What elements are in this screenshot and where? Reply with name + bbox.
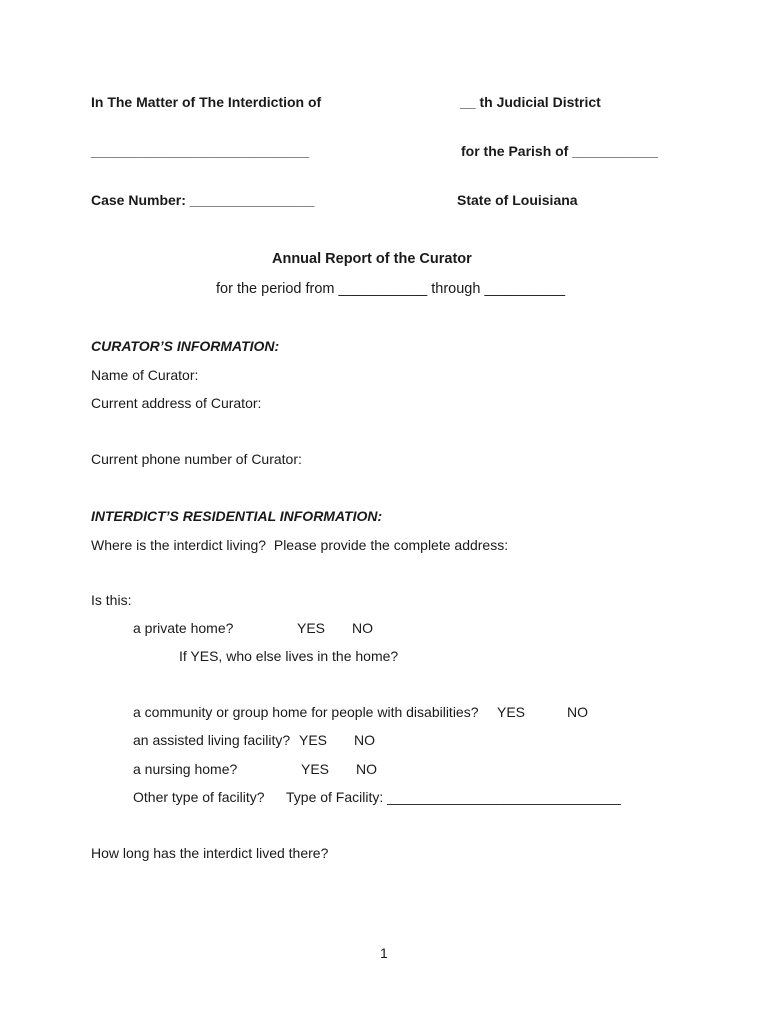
page-number: 1 bbox=[380, 945, 388, 961]
private-home-yes-option[interactable]: YES bbox=[297, 620, 326, 636]
curator-phone-label: Current phone number of Curator: bbox=[91, 451, 302, 467]
assisted-living-no-option[interactable]: NO bbox=[354, 732, 375, 748]
how-long-question: How long has the interdict lived there? bbox=[91, 845, 329, 861]
report-title: Annual Report of the Curator bbox=[272, 251, 472, 267]
interdict-name-blank: ____________________________ bbox=[91, 143, 310, 159]
curator-address-label: Current address of Curator: bbox=[91, 395, 262, 411]
matter-label: In The Matter of The Interdiction of bbox=[91, 94, 322, 110]
curator-section-heading: CURATOR’S INFORMATION: bbox=[91, 338, 280, 354]
facility-type-field[interactable]: Type of Facility: ______________________________ bbox=[286, 789, 621, 805]
parish-label: for the Parish of ___________ bbox=[461, 143, 658, 159]
group-home-yes-option[interactable]: YES bbox=[497, 704, 526, 720]
is-this-label: Is this: bbox=[91, 592, 132, 608]
curator-name-label: Name of Curator: bbox=[91, 367, 199, 383]
group-home-no-option[interactable]: NO bbox=[567, 704, 588, 720]
other-facility-label: Other type of facility? bbox=[133, 789, 265, 805]
private-home-label: a private home? bbox=[133, 620, 234, 636]
judicial-district-label: __ th Judicial District bbox=[460, 94, 601, 110]
private-home-follow-up: If YES, who else lives in the home? bbox=[179, 648, 399, 664]
group-home-label: a community or group home for people with disabilities? bbox=[133, 704, 479, 720]
state-label: State of Louisiana bbox=[457, 192, 578, 208]
nursing-home-no-option[interactable]: NO bbox=[356, 761, 377, 777]
assisted-living-yes-option[interactable]: YES bbox=[299, 732, 328, 748]
report-period: for the period from ___________ through __________ bbox=[216, 281, 566, 297]
private-home-no-option[interactable]: NO bbox=[352, 620, 373, 636]
where-living-question: Where is the interdict living? Please provide the complete address: bbox=[91, 537, 509, 553]
case-number-label: Case Number: ________________ bbox=[91, 192, 315, 208]
residential-section-heading: INTERDICT’S RESIDENTIAL INFORMATION: bbox=[91, 508, 383, 524]
nursing-home-yes-option[interactable]: YES bbox=[301, 761, 330, 777]
nursing-home-label: a nursing home? bbox=[133, 761, 238, 777]
assisted-living-label: an assisted living facility? bbox=[133, 732, 291, 748]
